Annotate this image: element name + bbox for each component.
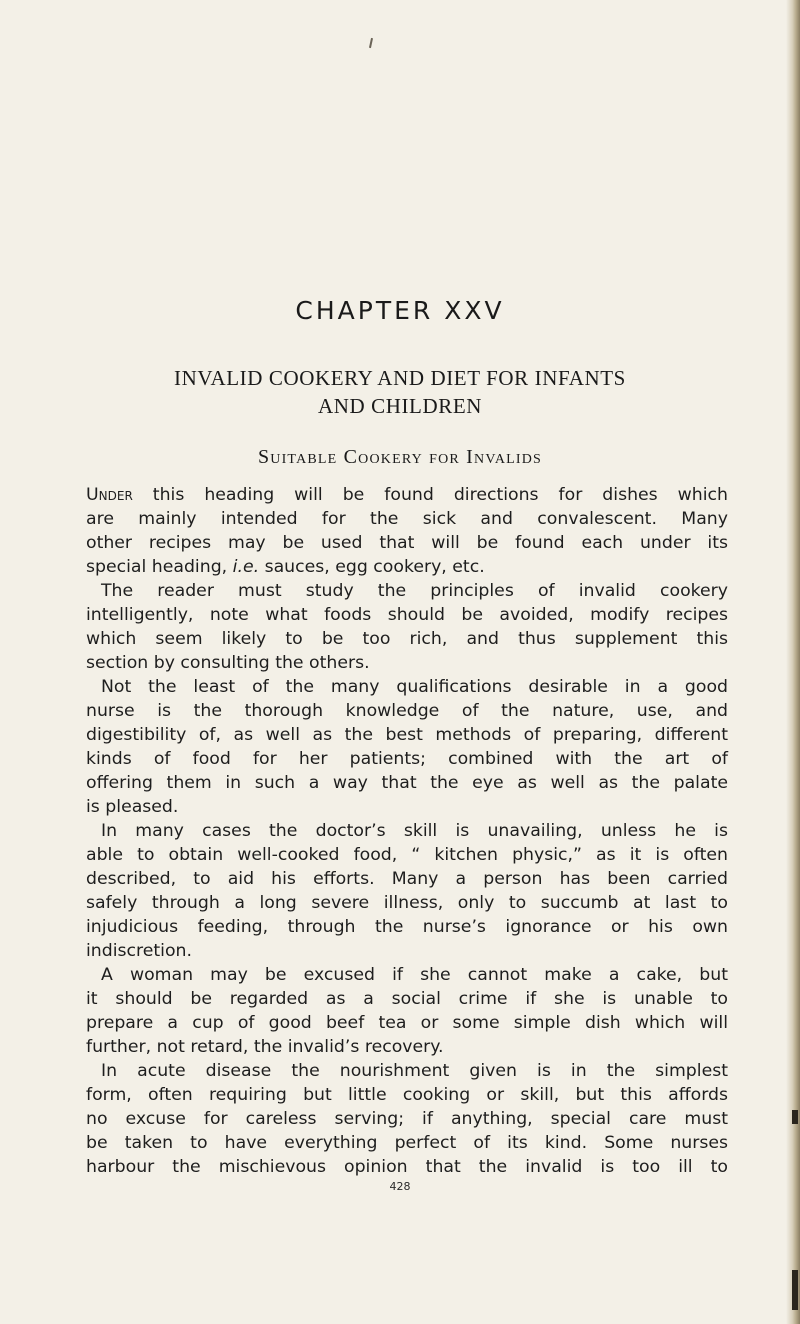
text-line: is pleased. [86,797,179,817]
chapter-title-line-1: INVALID COOKERY AND DIET FOR INFANTS [174,366,626,390]
text-line: Not the least of the many qualifications desirable in a good [101,677,728,697]
text-line: nurse is the thorough knowledge of the nature, use, and [86,701,728,721]
text-line: safely through a long severe illness, only to succumb at last to [86,893,728,913]
binding-mark [792,1110,798,1124]
text-line: further, not retard, the invalid’s recovery. [86,1037,444,1057]
text-line: intelligently, note what foods should be avoided, modify recipes [86,605,728,625]
text-line: no excuse for careless serving; if anything, special care must [86,1109,728,1129]
binding-mark [792,1270,798,1310]
text-line: section by consulting the others. [86,653,370,673]
text-line: described, to aid his efforts. Many a person has been carried [86,869,728,889]
text-line: digestibility of, as well as the best methods of preparing, different [86,725,728,745]
text-line: it should be regarded as a social crime if she is unable to [86,989,728,1009]
text-line: Under this heading will be found directions for dishes which [86,485,728,505]
text-line: In many cases the doctor’s skill is unavailing, unless he is [101,821,728,841]
italic-abbreviation: i.e. [232,557,260,577]
text-line: able to obtain well-cooked food, “ kitchen physic,” as it is often [86,845,728,865]
text-line: A woman may be excused if she cannot make a cake, but [101,965,728,985]
text-line: In acute disease the nourishment given is in the simplest [101,1061,728,1081]
text-line: are mainly intended for the sick and convalescent. Many [86,509,728,529]
text-line: special heading, i.e. sauces, egg cookery, etc. [86,557,485,577]
text-line: injudicious feeding, through the nurse’s ignorance or his own [86,917,728,937]
text-line: other recipes may be used that will be found each under its [86,533,728,553]
text-line: offering them in such a way that the eye as well as the palate [86,773,728,793]
page-number: 428 [389,1180,411,1193]
page-edge-shadow [786,0,800,1324]
text-line: which seem likely to be too rich, and thus supplement this [86,629,728,649]
section-heading: Suitable Cookery for Invalids [257,446,543,468]
text-line: prepare a cup of good beef tea or some simple dish which will [86,1013,728,1033]
page-mark [369,38,373,48]
text-line: harbour the mischievous opinion that the invalid is too ill to [86,1157,728,1177]
text-line: kinds of food for her patients; combined with the art of [86,749,728,769]
text-line: be taken to have everything perfect of its kind. Some nurses [86,1133,728,1153]
text-line: indiscretion. [86,941,192,961]
text-line: The reader must study the principles of invalid cookery [101,581,728,601]
chapter-heading: CHAPTER XXV [295,296,505,325]
text-line: form, often requiring but little cooking or skill, but this affords [86,1085,728,1105]
lead-word: Under [86,485,133,505]
chapter-title-line-2: AND CHILDREN [317,394,483,418]
